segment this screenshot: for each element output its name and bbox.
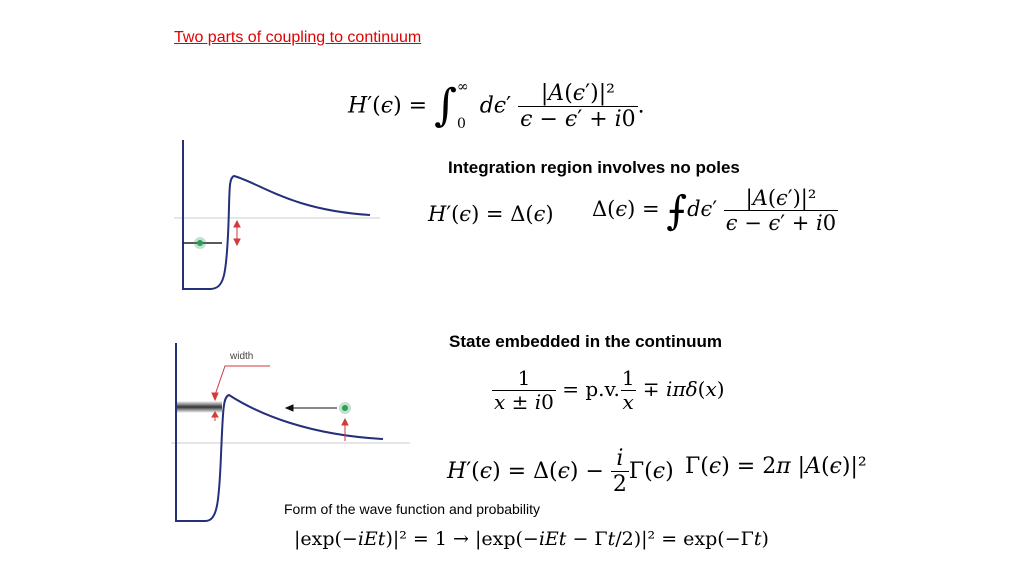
equation-h-equals-delta: H′(ϵ) = Δ(ϵ) (428, 202, 554, 226)
heading-no-poles: Integration region involves no poles (448, 158, 740, 177)
caption-wavefunction: Form of the wave function and probability (284, 501, 541, 517)
decay-arrow (286, 405, 337, 411)
equation-delta-principal-value: Δ(ϵ) = ⨍dϵ′ $\frac{\text{|A(ϵ′)|²}}{\epsilon - \epsilon' + i0}$ (592, 186, 837, 236)
width-label: width (230, 351, 254, 362)
bound-state-dot (197, 240, 203, 246)
bound-state-diagram (170, 135, 390, 295)
equation-gamma: Γ(ϵ) = 2π |A(ϵ)|² (685, 454, 867, 479)
equation-h-complex: H′(ϵ) = Δ(ϵ) − $\frac{i}{2}$ Γ(ϵ) (447, 446, 674, 498)
equation-hamiltonian-integral: H′(ϵ) = ∫ ∞ 0 dϵ′ $\frac{\text{|A(ϵ′)|²}}{\epsilon - \epsilon' + i0}$ . (348, 79, 645, 133)
slide-title: Two parts of coupling to continuum (174, 29, 422, 46)
potential-curve (176, 343, 383, 521)
energy-arrow (342, 419, 348, 441)
energy-gap-arrow (234, 221, 240, 245)
potential-curve (183, 140, 370, 289)
equation-sokhotski: $\frac{1}{x \pm i0}$ = p.v. $\frac{1}{x}$ ∓ iπδ(x) (494, 366, 725, 414)
equation-probability-decay: |exp(−iEt)|² = 1 → |exp(−iEt − Γt/2)|² = exp(−Γt) (294, 528, 769, 550)
heading-embedded-state: State embedded in the continuum (449, 332, 722, 351)
embedded-state-dot (342, 405, 348, 411)
